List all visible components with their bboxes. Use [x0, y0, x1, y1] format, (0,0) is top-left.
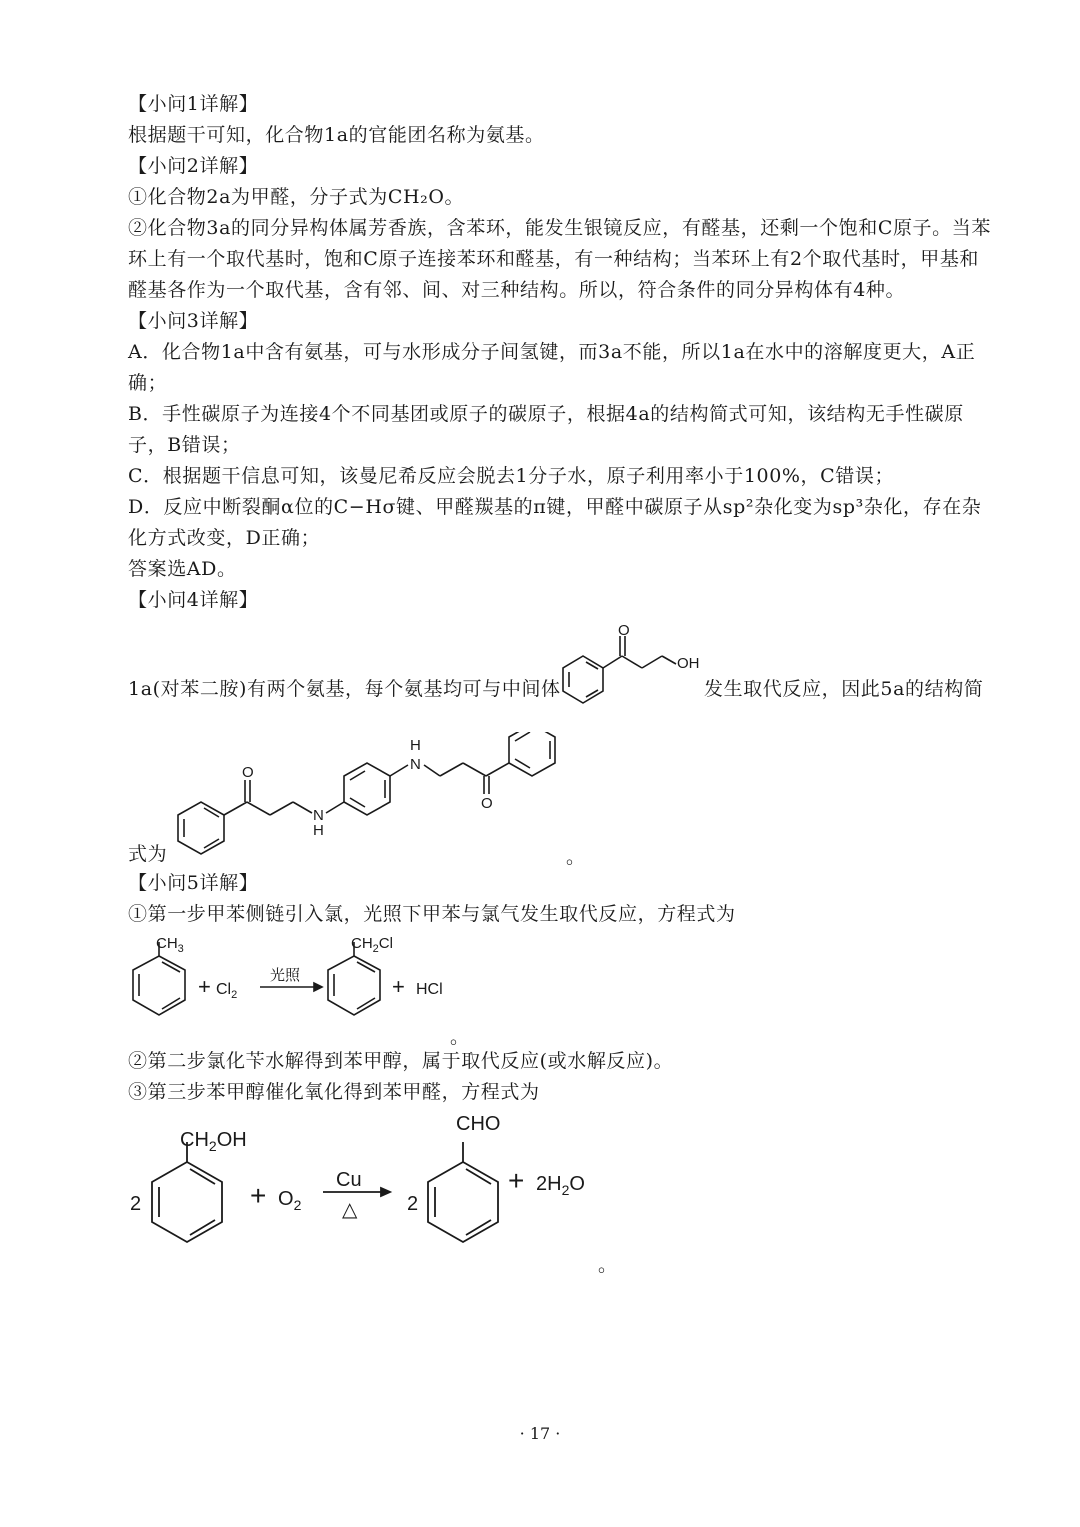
q3-heading: 【小问3详解】 — [128, 310, 259, 332]
plus-2: + — [392, 974, 405, 999]
plus-1: + — [198, 974, 211, 999]
plus-3: + — [250, 1180, 267, 1211]
q3-option-b-line2: 子，B错误； — [128, 434, 241, 456]
q1-heading: 【小问1详解】 — [128, 93, 259, 115]
q2-line1: ①化合物2a为甲醛，分子式为CH₂O。 — [128, 186, 465, 208]
benzyl-alcohol-ring — [152, 1162, 222, 1242]
q3-option-b-line1: B．手性碳原子为连接4个不同基团或原子的碳原子，根据4a的结构简式可知，该结构无手性碳原 — [128, 403, 964, 425]
carbonyl-oxygen: O — [618, 622, 630, 639]
left-benzene-ring — [178, 802, 224, 854]
heat-symbol: △ — [342, 1199, 358, 1221]
q2-line2c: 醛基各作为一个取代基，含有邻、间、对三种结构。所以，符合条件的同分异构体有4种。 — [128, 279, 906, 301]
q2-line2b: 环上有一个取代基时，饱和C原子连接苯环和醛基，有一种结构；当苯环上有2个取代基时，甲基和 — [128, 248, 980, 270]
q4-period: 。 — [566, 846, 586, 868]
intermediate-structure — [560, 618, 710, 708]
q4-text-left: 1a(对苯二胺)有两个氨基，每个氨基均可与中间体 — [128, 678, 561, 700]
upper-nitrogen: N — [410, 756, 421, 773]
q4-text-end: 式为 — [128, 843, 168, 865]
page-number: · 17 · — [519, 1424, 561, 1443]
plus-4: + — [508, 1165, 525, 1196]
equation-toluene-chlorination — [128, 930, 468, 1030]
ch2oh-label: $CH_2OH$ — [180, 1129, 247, 1154]
q2-heading: 【小问2详解】 — [128, 155, 259, 177]
ch3-label: $CH_3$ — [156, 935, 184, 955]
hydroxyl-label: OH — [677, 655, 700, 672]
benzyl-chloride-ring — [328, 956, 380, 1015]
equation-benzyl-alcohol-oxidation — [128, 1112, 608, 1262]
q4-text-right: 发生取代反应，因此5a的结构简 — [704, 678, 984, 700]
product-5a-structure — [168, 732, 568, 862]
cho-label: CHO — [456, 1113, 501, 1135]
cu-catalyst: Cu — [336, 1169, 362, 1191]
central-benzene-ring — [344, 763, 390, 815]
right-benzene-ring — [509, 732, 555, 776]
coefficient-2-right: 2 — [407, 1193, 419, 1215]
q3-option-d-line1: D．反应中断裂酮α位的C−Hσ键、甲醛羰基的π键，甲醛中碳原子从sp²杂化变为sp³杂化，存在杂 — [128, 496, 982, 518]
lower-nh-hydrogen: H — [313, 822, 324, 839]
eq1-period: 。 — [450, 1026, 470, 1048]
q5-heading: 【小问5详解】 — [128, 872, 259, 894]
light-condition: 光照 — [270, 967, 301, 984]
q5-step1: ①第一步甲苯侧链引入氯，光照下甲苯与氯气发生取代反应，方程式为 — [128, 903, 736, 925]
o2-reagent: $O_2$ — [278, 1188, 302, 1213]
q4-heading: 【小问4详解】 — [128, 589, 259, 611]
upper-nh-hydrogen: H — [410, 737, 421, 754]
coefficient-2-left: 2 — [130, 1193, 142, 1215]
right-carbonyl-oxygen: O — [481, 795, 493, 812]
cl2-reagent: $Cl_2$ — [216, 981, 238, 1001]
q3-option-a-line1: A．化合物1a中含有氨基，可与水形成分子间氢键，而3a不能，所以1a在水中的溶解度更大，A正 — [128, 341, 976, 363]
q3-option-a-line2: 确； — [128, 372, 168, 394]
q3-option-d-line2: 化方式改变，D正确； — [128, 527, 321, 549]
water-byproduct: $2H_2O$ — [536, 1173, 585, 1198]
lower-nitrogen: N — [313, 807, 324, 824]
eq2-period: 。 — [598, 1254, 618, 1276]
q1-text: 根据题干可知，化合物1a的官能团名称为氨基。 — [128, 124, 545, 146]
hcl-byproduct: HCl — [416, 981, 443, 998]
q5-step3: ③第三步苯甲醇催化氧化得到苯甲醛，方程式为 — [128, 1081, 540, 1103]
q3-answer: 答案选AD。 — [128, 558, 237, 580]
q3-option-c: C．根据题干信息可知，该曼尼希反应会脱去1分子水，原子利用率小于100%，C错误； — [128, 465, 895, 487]
q2-line2a: ②化合物3a的同分异构体属芳香族，含苯环，能发生银镜反应，有醛基，还剩一个饱和C原子。当苯 — [128, 217, 991, 239]
left-carbonyl-oxygen: O — [242, 764, 254, 781]
q5-step2: ②第二步氯化苄水解得到苯甲醇，属于取代反应(或水解反应)。 — [128, 1050, 674, 1072]
toluene-ring — [133, 956, 185, 1015]
benzaldehyde-ring — [428, 1162, 498, 1242]
ch2cl-label: $CH_2Cl$ — [351, 935, 393, 955]
